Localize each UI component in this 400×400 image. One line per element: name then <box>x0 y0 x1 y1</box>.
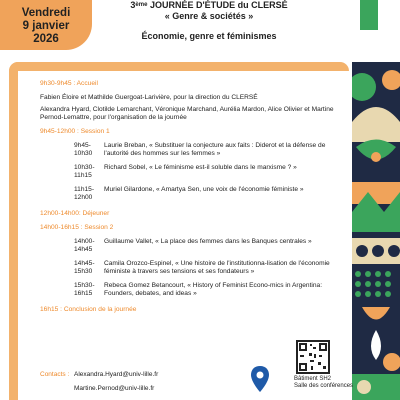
contact-email-2[interactable]: Martine.Pernod@univ-lille.fr <box>74 385 155 392</box>
session1-heading: 9h45-12h00 : Session 1 <box>40 128 110 135</box>
date-month: 9 janvier <box>22 20 70 32</box>
welcome-organizers: Alexandra Hyard, Clotilde Lemarchant, Véronique Marchand, Aurélia Mardon, Alice Olivier et Martine Pernod-Lemattre, pour l'organisation de la journée <box>40 106 334 121</box>
date-badge <box>0 0 92 50</box>
welcome-heading: 9h30-9h45 : Accueil <box>40 80 98 87</box>
talk-text: Richard Sobel, « Le féminisme est-il soluble dans le marxisme ? » <box>104 164 297 171</box>
header <box>104 0 314 41</box>
talk-time: 14h45-15h30 <box>74 260 95 275</box>
venue <box>294 376 353 390</box>
location-pin-icon <box>251 366 269 392</box>
conclusion-heading: 16h15 : Conclusion de la journée <box>40 306 137 313</box>
talk-row <box>40 282 340 298</box>
contact-email-1[interactable]: Alexandra.Hyard@univ-lille.fr <box>74 371 159 378</box>
event-subtitle: « Genre & sociétés » <box>164 11 254 21</box>
event-title <box>104 0 314 11</box>
talk-text: Muriel Gilardone, « Amartya Sen, une voix de l'économie féministe » <box>104 186 304 193</box>
contacts <box>40 371 158 393</box>
session2-heading: 14h00-16h15 : Session 2 <box>40 224 114 231</box>
date-day: Vendredi <box>21 7 71 19</box>
green-accent-bar <box>360 0 378 30</box>
talk-text: Guillaume Vallet, « La place des femmes dans les Banques centrales » <box>104 238 312 245</box>
title-text: JOURNÉE D'ÉTUDE du CLERSÉ <box>149 0 288 10</box>
talk-row <box>40 260 340 276</box>
talk-row <box>40 164 340 180</box>
talk-time: 10h30-11h15 <box>74 164 95 179</box>
talk-row <box>40 238 340 254</box>
program <box>40 80 340 314</box>
talk-text: Rebeca Gomez Betancourt, « History of Feminist Econo-mics in Argentina: Founders, debates, and ideas » <box>104 282 323 297</box>
decorative-pattern <box>352 62 400 400</box>
event-theme: Économie, genre et féminismes <box>141 31 277 41</box>
frame-left <box>9 62 18 400</box>
title-number: 3 <box>130 0 136 10</box>
qr-code-icon[interactable] <box>296 340 330 374</box>
talk-time: 11h15-12h00 <box>74 186 95 201</box>
frame-top <box>9 62 349 71</box>
contact-row <box>40 371 158 379</box>
talk-row <box>40 142 340 158</box>
talk-time: 15h30-16h15 <box>74 282 95 297</box>
talk-time: 9h45-10h30 <box>74 142 93 157</box>
venue-room: Salle des conférences <box>294 383 354 389</box>
pattern-graphic <box>352 62 400 400</box>
talk-text: Laurie Breban, « Substituer la conjecture aux faits : Diderot et la défense de l'autorité des hommes sur les femmes » <box>104 142 326 157</box>
venue-building: Bâtiment SH2 <box>294 376 332 382</box>
contacts-label: Contacts : <box>40 371 70 378</box>
title-sup: ème <box>135 2 148 8</box>
welcome-direction: Fabien Éloire et Mathilde Guergoat-Larivière, pour la direction du CLERSÉ <box>40 94 258 101</box>
lunch-heading: 12h00-14h00: Déjeuner <box>40 210 110 217</box>
date-year: 2026 <box>33 33 59 45</box>
talk-time: 14h00-14h45 <box>74 238 95 253</box>
talk-row <box>40 186 340 202</box>
talk-text: Camila Orozco-Espinel, « Une histoire de l'institutionna-lisation de l'économie féministe à travers ses tensions et ses fondateurs » <box>104 260 330 275</box>
